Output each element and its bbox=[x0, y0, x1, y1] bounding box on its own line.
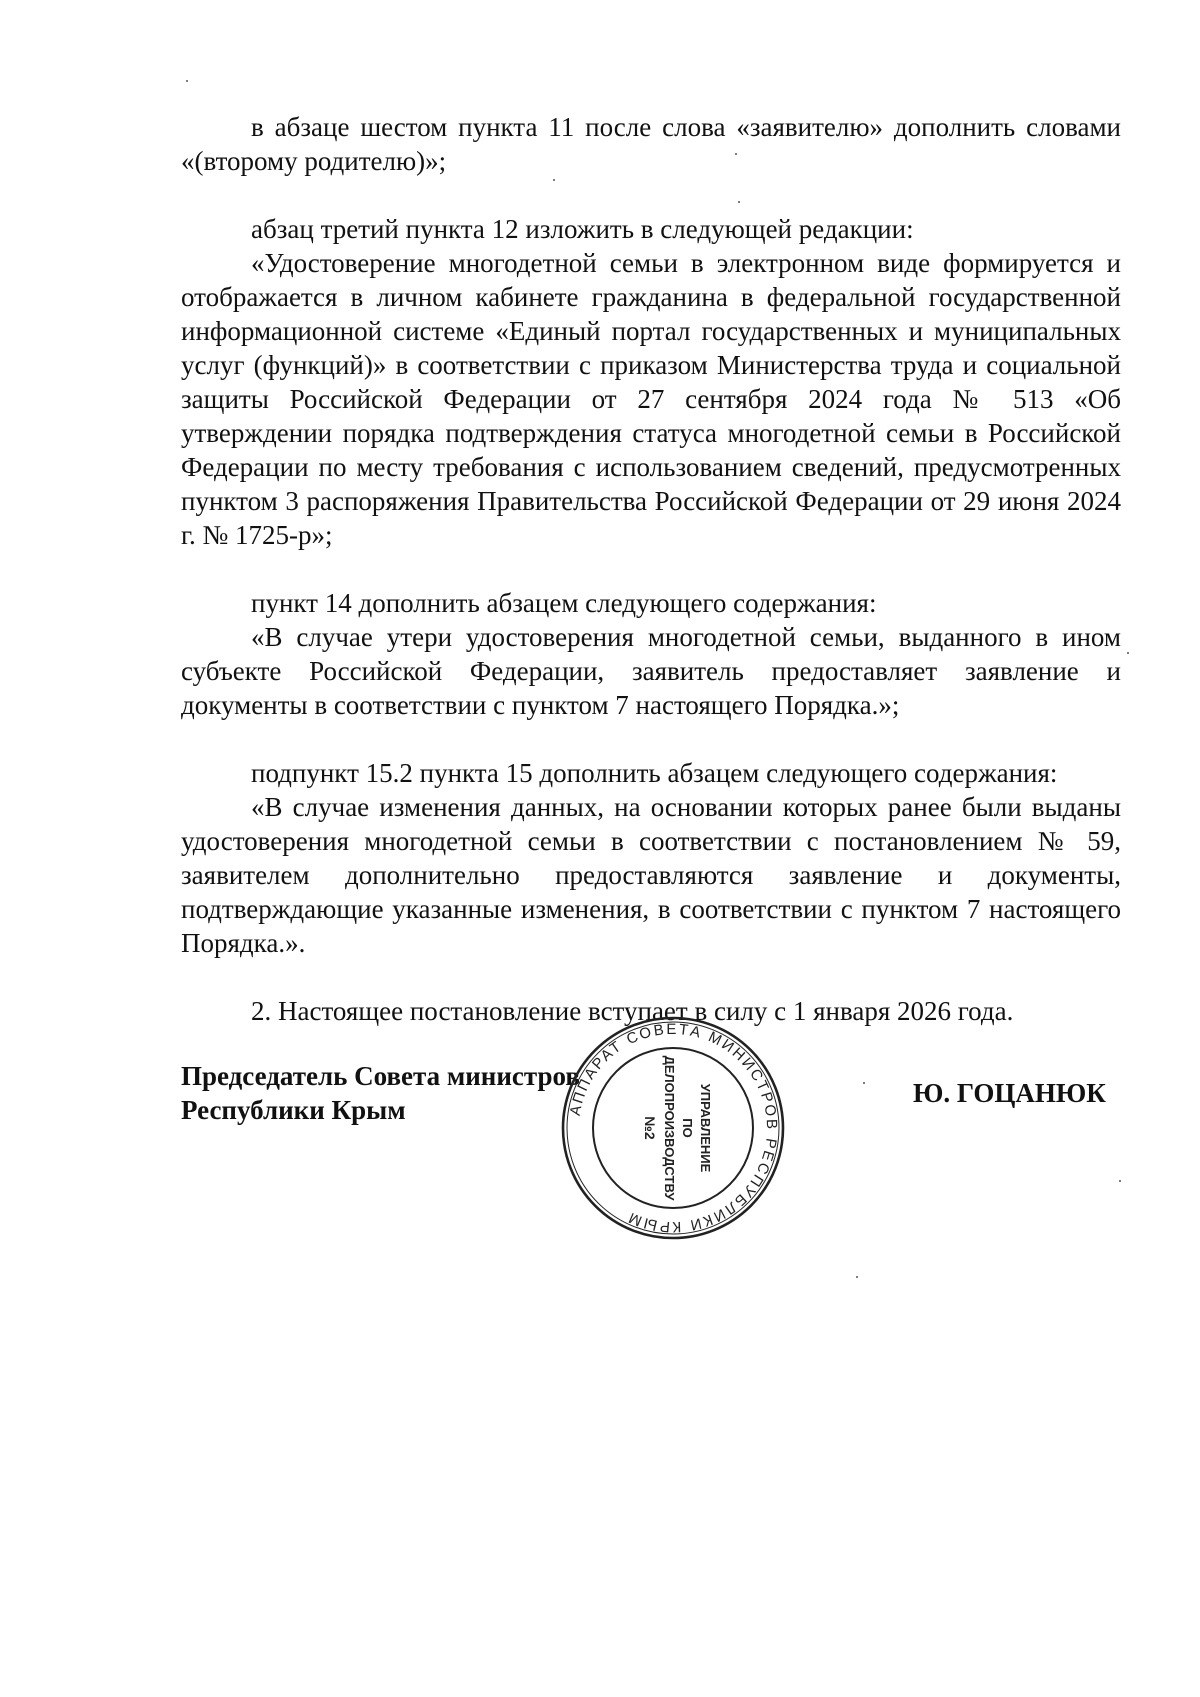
official-seal-stamp bbox=[553, 1016, 793, 1240]
document-body bbox=[181, 110, 1121, 1028]
paragraph-subitem-15-2-new-text: «В случае изменения данных, на основании которых ранее были выданы удостоверения многодетной семьи в соответствии с постановлением № 59, заявителем дополнительно предоставляются заявление и документы, подтверждающие указанные изменения, в соответствии с пунктом 7 настоящего Порядка.». bbox=[181, 792, 1121, 958]
signatory-title bbox=[181, 1059, 580, 1127]
paragraph-amend-item-11: в абзаце шестом пункта 11 после слова «заявителю» дополнить словами «(второму родителю)»; bbox=[181, 112, 1121, 176]
scan-speck bbox=[186, 80, 188, 82]
paragraph-item-12-new-text: «Удостоверение многодетной семьи в электронном виде формируется и отображается в личном кабинете гражданина в федеральной государственной информационной системе «Единый портал государственных и муниципальных услуг (функций)» в соответствии с приказом Министерства труда и социальной защиты Российской Федерации от 27 сентября 2024 года № 513 «Об утверждении порядка подтверждения статуса многодетной семьи в Российской Федерации по месту требования с использованием сведений, предусмотренных пунктом 3 распоряжения Правительства Российской Федерации от 29 июня 2024 г. № 1725-р»; bbox=[181, 248, 1121, 550]
scan-speck bbox=[1119, 1180, 1121, 1182]
stamp-center-line2: ПО bbox=[680, 1118, 695, 1138]
signatory-title-line2: Республики Крым bbox=[181, 1095, 406, 1125]
scan-speck bbox=[553, 179, 555, 181]
paragraph-amend-subitem-15-2-intro: подпункт 15.2 пункта 15 дополнить абзацем следующего содержания: bbox=[251, 758, 1058, 788]
paragraph-effective-date: 2. Настоящее постановление вступает в силу с 1 января 2026 года. bbox=[251, 996, 1014, 1026]
stamp-ring-text: АППАРАТ СОВЕТА МИНИСТРОВ РЕСПУБЛИКИ КРЫМ bbox=[566, 1020, 781, 1236]
stamp-center-text bbox=[642, 1056, 713, 1202]
signatory-title-line1: Председатель Совета министров bbox=[181, 1061, 580, 1091]
paragraph-amend-item-14-intro: пункт 14 дополнить абзацем следующего содержания: bbox=[251, 588, 877, 618]
signatory-name: Ю. ГОЦАНЮК bbox=[913, 1078, 1106, 1108]
stamp-center-line1: УПРАВЛЕНИЕ bbox=[698, 1083, 713, 1173]
scan-speck bbox=[863, 1082, 865, 1084]
stamp-center-line3: ДЕЛОПРОИЗВОДСТВУ bbox=[662, 1055, 677, 1201]
scan-speck bbox=[735, 153, 737, 155]
paragraph-amend-item-12-intro: абзац третий пункта 12 изложить в следующей редакции: bbox=[251, 214, 914, 244]
stamp-center-line4: №2 bbox=[642, 1116, 658, 1140]
paragraph-item-14-new-text: «В случае утери удостоверения многодетной семьи, выданного в ином субъекте Российской Федерации, заявитель предоставляет заявление и документы в соответствии с пунктом 7 настоящего Порядка.»; bbox=[181, 622, 1121, 720]
scan-speck bbox=[856, 1276, 858, 1278]
scan-speck bbox=[738, 201, 740, 203]
scan-speck bbox=[1127, 652, 1129, 654]
